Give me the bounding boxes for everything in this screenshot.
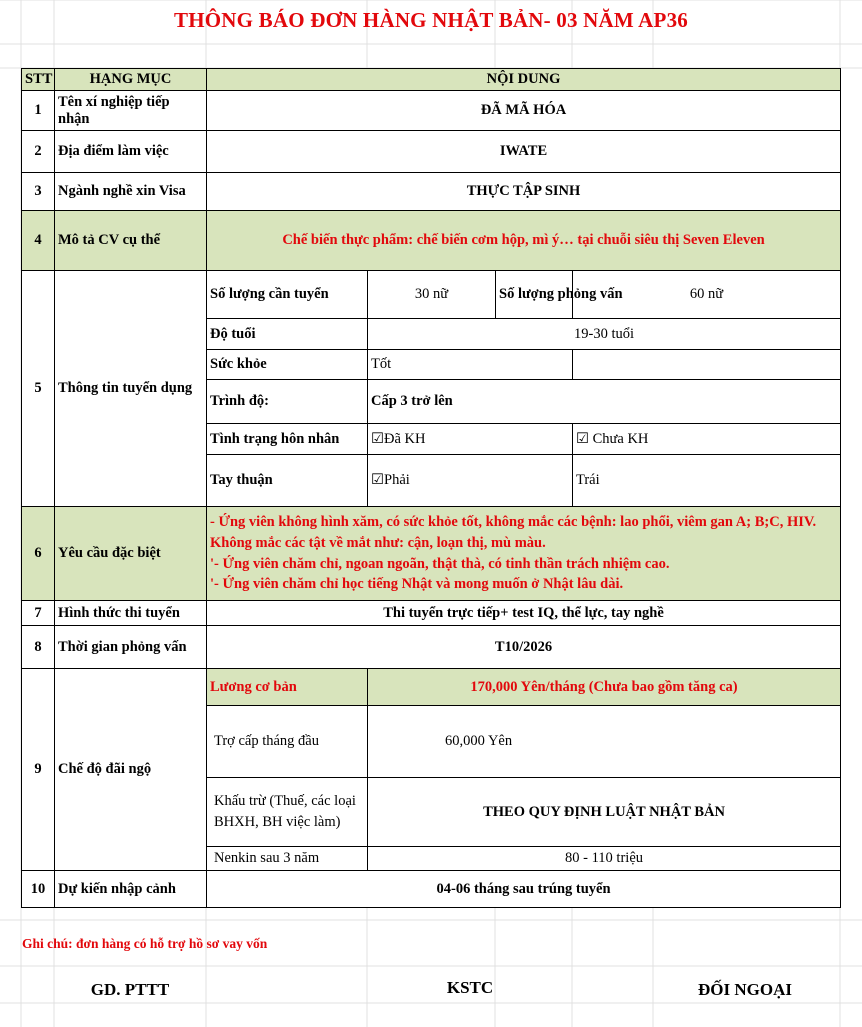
row-2 <box>22 131 841 173</box>
row-5-stt: 5 <box>22 271 55 507</box>
row-10-value: 04-06 tháng sau trúng tuyển <box>207 871 841 908</box>
khau-tru-value: THEO QUY ĐỊNH LUẬT NHẬT BẢN <box>368 778 841 847</box>
signature-doi-ngoai: ĐỐI NGOẠI <box>698 980 792 999</box>
row-2-label: Địa điểm làm việc <box>55 131 207 173</box>
row-2-stt: 2 <box>22 131 55 173</box>
header-stt: STT <box>22 69 55 91</box>
do-tuoi-label: Độ tuổi <box>207 319 368 350</box>
luong-label: Lương cơ bản <box>207 669 368 706</box>
tay-thuan-opt-left: Trái <box>573 455 841 507</box>
row-2-value: IWATE <box>207 131 841 173</box>
tro-cap-label: Trợ cấp tháng đầu <box>207 706 368 778</box>
nenkin-value: 80 - 110 triệu <box>368 847 841 871</box>
row-1 <box>22 91 841 131</box>
trinh-do-value: Cấp 3 trở lên <box>368 380 841 424</box>
row-1-value: ĐÃ MÃ HÓA <box>207 91 841 131</box>
row-7-value: Thi tuyển trực tiếp+ test IQ, thể lực, tay nghề <box>207 601 841 626</box>
row-10 <box>22 871 841 908</box>
khau-tru-label: Khấu trừ (Thuế, các loại BHXH, BH việc làm) <box>207 778 368 847</box>
so-luong-value: 30 nữ <box>368 271 496 319</box>
row-3-stt: 3 <box>22 173 55 211</box>
hon-nhan-opt-married: ☑Đã KH <box>368 424 573 455</box>
page-title: THÔNG BÁO ĐƠN HÀNG NHẬT BẢN- 03 NĂM AP36 <box>174 8 688 32</box>
row-4 <box>22 211 841 271</box>
header-noi-dung: NỘI DUNG <box>207 69 841 91</box>
note: Ghi chú: đơn hàng có hỗ trợ hồ sơ vay vốn <box>22 936 268 951</box>
row-8-stt: 8 <box>22 626 55 669</box>
row-4-value: Chế biến thực phẩm: chế biến cơm hộp, mì ý… tại chuỗi siêu thị Seven Eleven <box>207 211 841 271</box>
suc-khoe-value: Tốt <box>368 350 573 380</box>
row-3-value: THỰC TẬP SINH <box>207 173 841 211</box>
row-5-label: Thông tin tuyển dụng <box>55 271 207 507</box>
row-10-stt: 10 <box>22 871 55 908</box>
row-1-label: Tên xí nghiệp tiếp nhận <box>55 91 207 131</box>
do-tuoi-value: 19-30 tuổi <box>368 319 841 350</box>
row-6-stt: 6 <box>22 507 55 601</box>
row-5-quantity <box>22 271 841 319</box>
row-8-label: Thời gian phỏng vấn <box>55 626 207 669</box>
phong-van-label <box>496 271 623 319</box>
row-7 <box>22 601 841 626</box>
hon-nhan-label: Tình trạng hôn nhân <box>207 424 368 455</box>
row-6 <box>22 507 841 601</box>
luong-value: 170,000 Yên/tháng (Chưa bao gồm tăng ca) <box>368 669 841 706</box>
row-3-label: Ngành nghề xin Visa <box>55 173 207 211</box>
row-6-requirements <box>207 507 841 601</box>
row-7-label: Hình thức thi tuyển <box>55 601 207 626</box>
row-10-label: Dự kiến nhập cảnh <box>55 871 207 908</box>
requirement-line-2: '- Ứng viên chăm chỉ, ngoan ngoãn, thật thà, có tinh thần trách nhiệm cao. <box>210 555 670 572</box>
row-8 <box>22 626 841 669</box>
trinh-do-label: Trình độ: <box>207 380 368 424</box>
signature-gd-pttt: GD. PTTT <box>90 980 170 999</box>
tro-cap-value: 60,000 Yên <box>368 706 841 778</box>
requirement-line-1: - Ứng viên không hình xăm, có sức khỏe tốt, không mắc các bệnh: lao phổi, viêm gan A; B;C, HIV. Không mắc các tật về mắt như: cận, loạn thị, mù màu. <box>210 514 817 551</box>
row-6-label: Yêu cầu đặc biệt <box>55 507 207 601</box>
suc-khoe-empty <box>573 350 841 380</box>
row-9-stt: 9 <box>22 669 55 871</box>
row-3 <box>22 173 841 211</box>
row-1-stt: 1 <box>22 91 55 131</box>
hon-nhan-opt-single: ☑ Chưa KH <box>573 424 841 455</box>
header-row <box>22 69 841 91</box>
requirement-line-3: '- Ứng viên chăm chỉ học tiếng Nhật và mong muốn ở Nhật lâu dài. <box>210 576 624 593</box>
phong-van-label-text: Số lượng phỏng vấn <box>499 286 623 303</box>
tay-thuan-label: Tay thuận <box>207 455 368 507</box>
nenkin-label: Nenkin sau 3 năm <box>207 847 368 871</box>
tay-thuan-opt-right: ☑Phải <box>368 455 573 507</box>
row-9-label: Chế độ đãi ngộ <box>55 669 207 871</box>
row-9-salary <box>22 669 841 706</box>
phong-van-value: 60 nữ <box>573 271 841 319</box>
row-8-value: T10/2026 <box>207 626 841 669</box>
order-table <box>21 68 841 908</box>
row-4-label: Mô tả CV cụ thể <box>55 211 207 271</box>
header-hang-muc: HẠNG MỤC <box>55 69 207 91</box>
row-7-stt: 7 <box>22 601 55 626</box>
so-luong-label: Số lượng cần tuyển <box>207 271 368 319</box>
row-4-stt: 4 <box>22 211 55 271</box>
suc-khoe-label: Sức khỏe <box>207 350 368 380</box>
signature-kstc: KSTC <box>446 978 494 997</box>
